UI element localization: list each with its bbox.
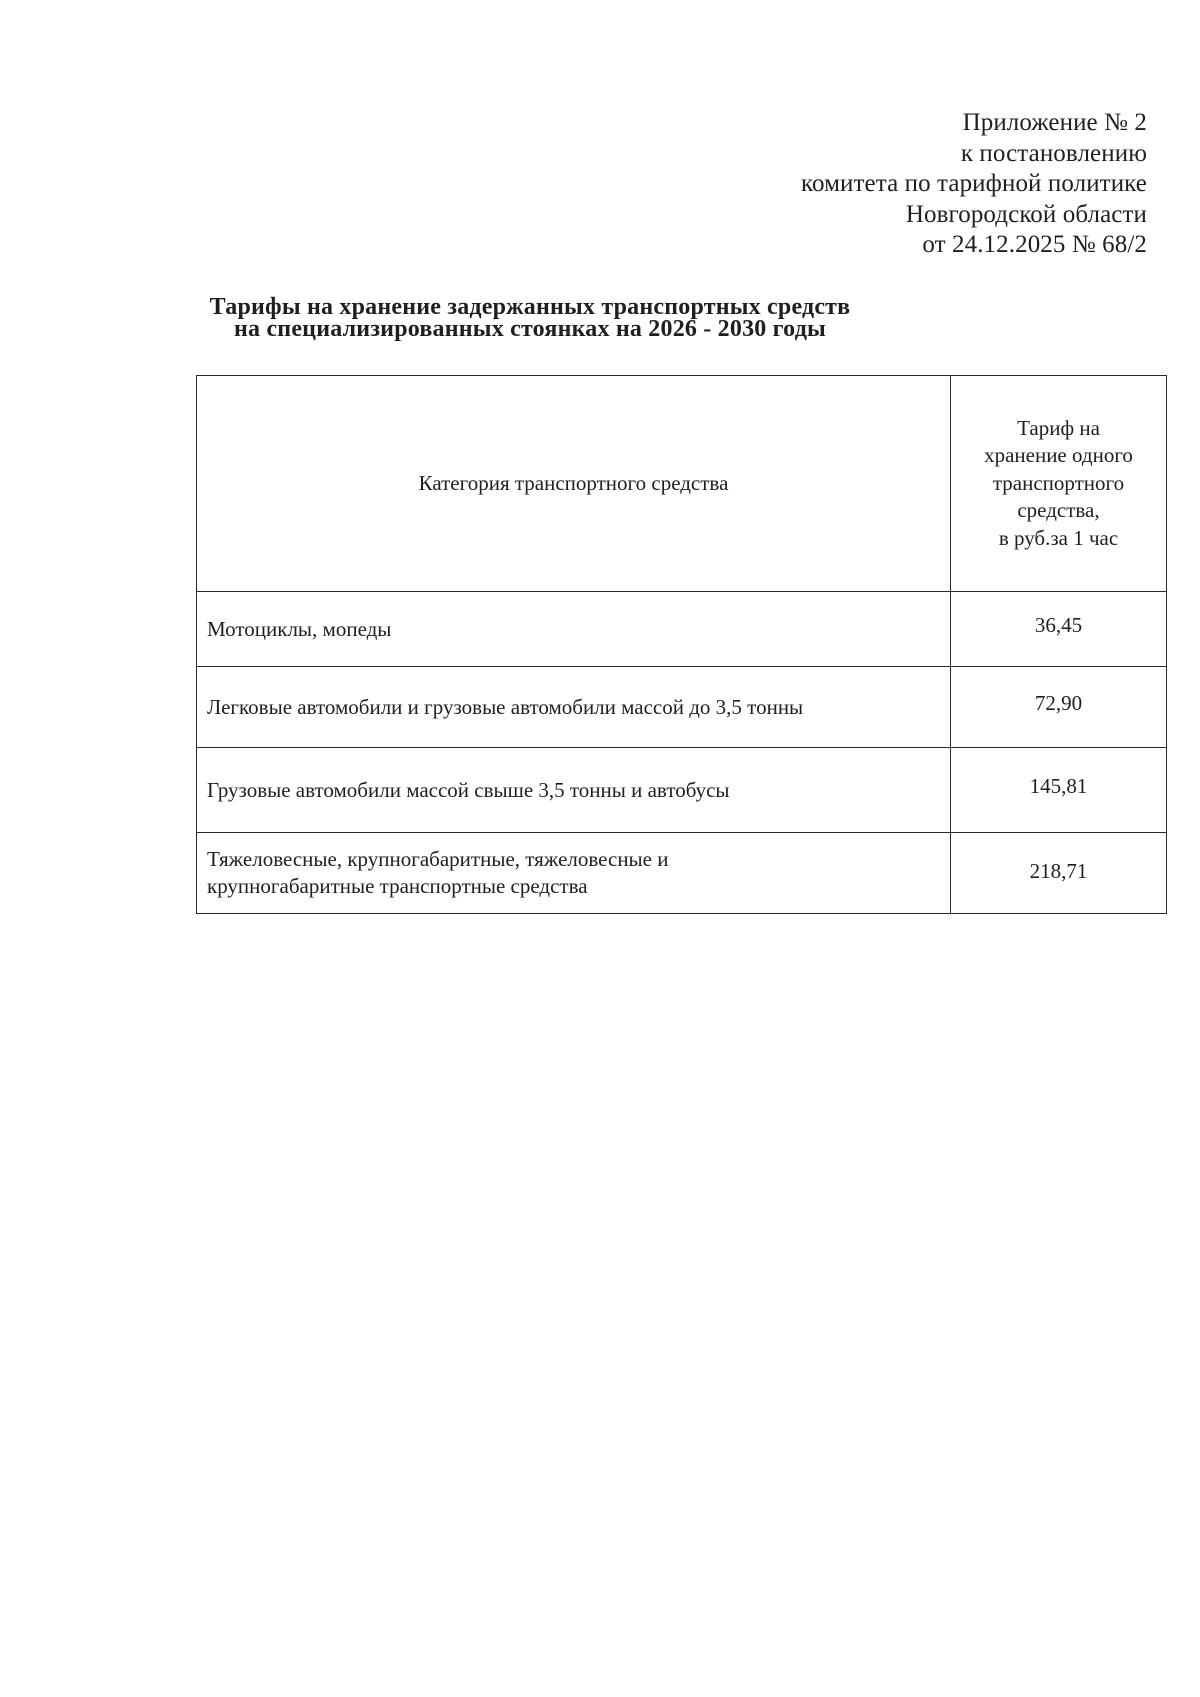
category-cell bbox=[197, 667, 951, 748]
category-cell bbox=[197, 592, 951, 667]
tariffs-table bbox=[196, 375, 1167, 914]
category-text: Легковые автомобили и грузовые автомобили массой до 3,5 тонны bbox=[207, 694, 804, 719]
tariff-value: 145,81 bbox=[1029, 773, 1088, 798]
category-text-line-1: Тяжеловесные, крупногабаритные, тяжеловесные и bbox=[207, 847, 669, 871]
table-row bbox=[197, 592, 1167, 667]
header-tariff-line: хранение одного bbox=[984, 443, 1133, 468]
header-category-label: Категория транспортного средства bbox=[418, 471, 729, 495]
header-tariff-line: транспортного bbox=[992, 470, 1125, 495]
header-tariff-line: в руб.за 1 час bbox=[998, 525, 1119, 550]
appendix-reference: к постановлению bbox=[960, 139, 1147, 167]
appendix-committee: комитета по тарифной политике bbox=[801, 170, 1147, 197]
category-cell bbox=[197, 833, 951, 914]
header-tariff-line: средства, bbox=[1017, 498, 1100, 523]
table-row bbox=[197, 833, 1167, 914]
tariff-cell bbox=[951, 592, 1167, 667]
appendix-region: Новгородской области bbox=[905, 200, 1147, 228]
header-tariff-cell bbox=[951, 376, 1167, 592]
header-tariff-line: Тариф на bbox=[1017, 415, 1100, 440]
tariff-cell bbox=[951, 667, 1167, 748]
tariff-cell bbox=[951, 833, 1167, 914]
tariff-value: 72,90 bbox=[1034, 690, 1083, 715]
table-header-row bbox=[197, 376, 1167, 592]
table-row bbox=[197, 748, 1167, 833]
appendix-header bbox=[547, 108, 1147, 261]
tariff-cell bbox=[951, 748, 1167, 833]
document-title-line-2: на специализированных стоянках на 2026 - 2030 годы bbox=[234, 316, 826, 342]
appendix-date-number: от 24.12.2025 № 68/2 bbox=[922, 231, 1147, 258]
header-category-cell bbox=[197, 376, 951, 592]
appendix-number: Приложение № 2 bbox=[962, 109, 1147, 136]
tariff-value: 36,45 bbox=[1034, 612, 1083, 637]
category-cell bbox=[197, 748, 951, 833]
document-title-line-1: Тарифы на хранение задержанных транспортных средств bbox=[209, 294, 851, 320]
category-text-line-2: крупногабаритные транспортные средства bbox=[207, 874, 588, 898]
table-row bbox=[197, 667, 1167, 748]
category-text: Грузовые автомобили массой свыше 3,5 тонны и автобусы bbox=[207, 777, 730, 802]
tariff-value: 218,71 bbox=[1029, 858, 1088, 883]
category-text: Мотоциклы, мопеды bbox=[207, 616, 392, 641]
document-title bbox=[150, 296, 910, 340]
